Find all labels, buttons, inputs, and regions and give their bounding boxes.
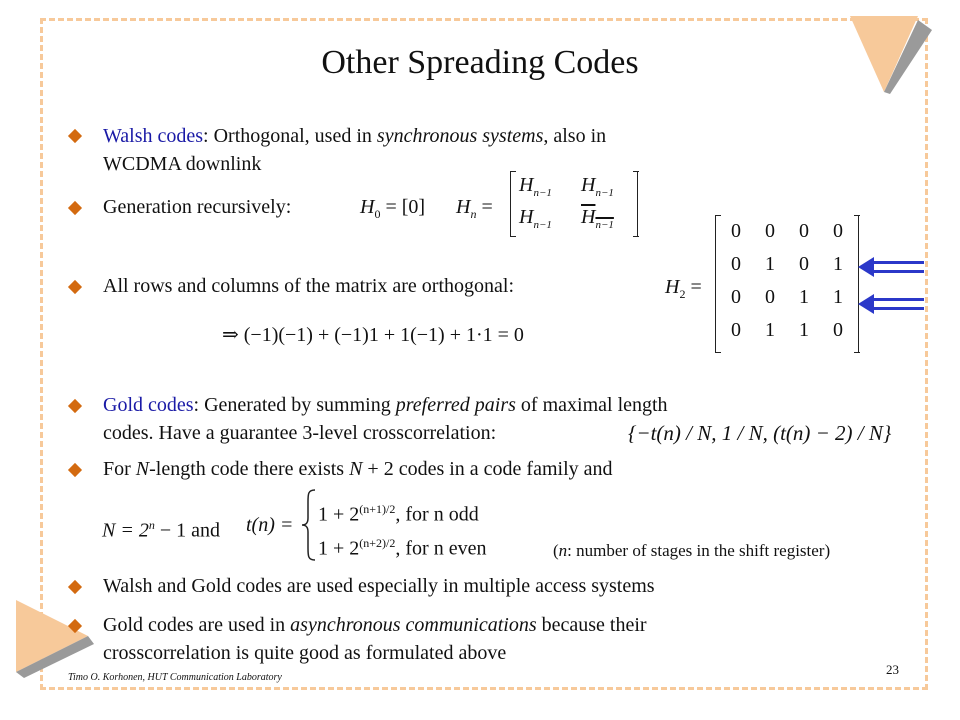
bullet-orthogonal: All rows and columns of the matrix are orthogonal:	[103, 275, 515, 297]
bullet-generation: Generation recursively:	[103, 196, 292, 218]
arrow-row3-icon	[858, 293, 928, 315]
bullet-async-line1: Gold codes are used in asynchronous communications because their	[103, 614, 647, 636]
bullet-walsh-line1: Walsh codes: Orthogonal, used in synchronous systems, also in	[103, 125, 607, 147]
h2-matrix-cell: 1	[833, 286, 843, 308]
walsh-term: Walsh codes	[103, 125, 204, 147]
h2-matrix-cell: 1	[833, 253, 843, 275]
hn-matrix: $H_{n-1}$ $H_{n-1}$ $H_{n-1}$ $H_{n-1}$	[510, 172, 638, 236]
bullet-nlength: For N-length code there exists N + 2 codes in a code family and	[103, 458, 613, 480]
cases-brace-icon	[300, 488, 318, 562]
slide-title: Other Spreading Codes	[321, 44, 639, 81]
h2-matrix-cell: 1	[765, 253, 775, 275]
footer-author: Timo O. Korhonen, HUT Communication Laboratory	[68, 672, 282, 683]
gold-term: Gold codes	[103, 394, 194, 416]
h2-matrix-cell: 0	[833, 319, 843, 341]
h2-matrix-cell: 0	[731, 286, 741, 308]
shift-register-note: (n: number of stages in the shift register)	[553, 541, 831, 560]
bullet-gold-line2: codes. Have a guarantee 3-level crosscorrelation:	[103, 422, 497, 444]
h2-lhs: $H_2$ =	[665, 276, 702, 301]
h2-matrix	[715, 216, 859, 352]
side-triangle-decoration	[12, 598, 102, 678]
h2-matrix-cell: 0	[765, 286, 775, 308]
tn-lhs: t(n) =	[246, 514, 294, 536]
n-definition: $N = 2^n - 1$ and	[102, 518, 221, 542]
arrow-row2-icon	[858, 256, 928, 278]
h2-matrix-cell: 0	[731, 253, 741, 275]
h2-matrix-cell: 0	[799, 253, 809, 275]
h2-matrix-cell: 1	[765, 319, 775, 341]
crosscorrelation-set: {−t(n) / N, 1 / N, (t(n) − 2) / N}	[628, 421, 892, 445]
h2-matrix-cell: 0	[833, 220, 843, 242]
h2-matrix-cell: 0	[765, 220, 775, 242]
bullet-walsh-line2: WCDMA downlink	[103, 153, 262, 175]
h2-matrix-cell: 1	[799, 319, 809, 341]
h2-matrix-cell: 0	[799, 220, 809, 242]
orthogonality-equation: ⇒ (−1)(−1) + (−1)1 + 1(−1) + 1·1 = 0	[222, 324, 524, 346]
page-number: 23	[886, 662, 899, 677]
bullet-async-line2: crosscorrelation is quite good as formulated above	[103, 642, 507, 664]
h2-matrix-cell: 0	[731, 220, 741, 242]
h2-matrix-cell: 1	[799, 286, 809, 308]
bullet-gold-line1: Gold codes: Generated by summing preferred pairs of maximal length	[103, 394, 668, 416]
h0-equation: $H_0 = [0]$	[360, 196, 426, 221]
h2-matrix-cell: 0	[731, 319, 741, 341]
hn-lhs: $H_n$ =	[456, 196, 493, 221]
tn-case-odd: $1 + 2^{(n+1)/2}$, for n odd	[318, 502, 479, 526]
tn-case-even: $1 + 2^{(n+2)/2}$, for n even	[318, 536, 487, 560]
bullet-multiple-access: Walsh and Gold codes are used especially in multiple access systems	[103, 575, 655, 597]
